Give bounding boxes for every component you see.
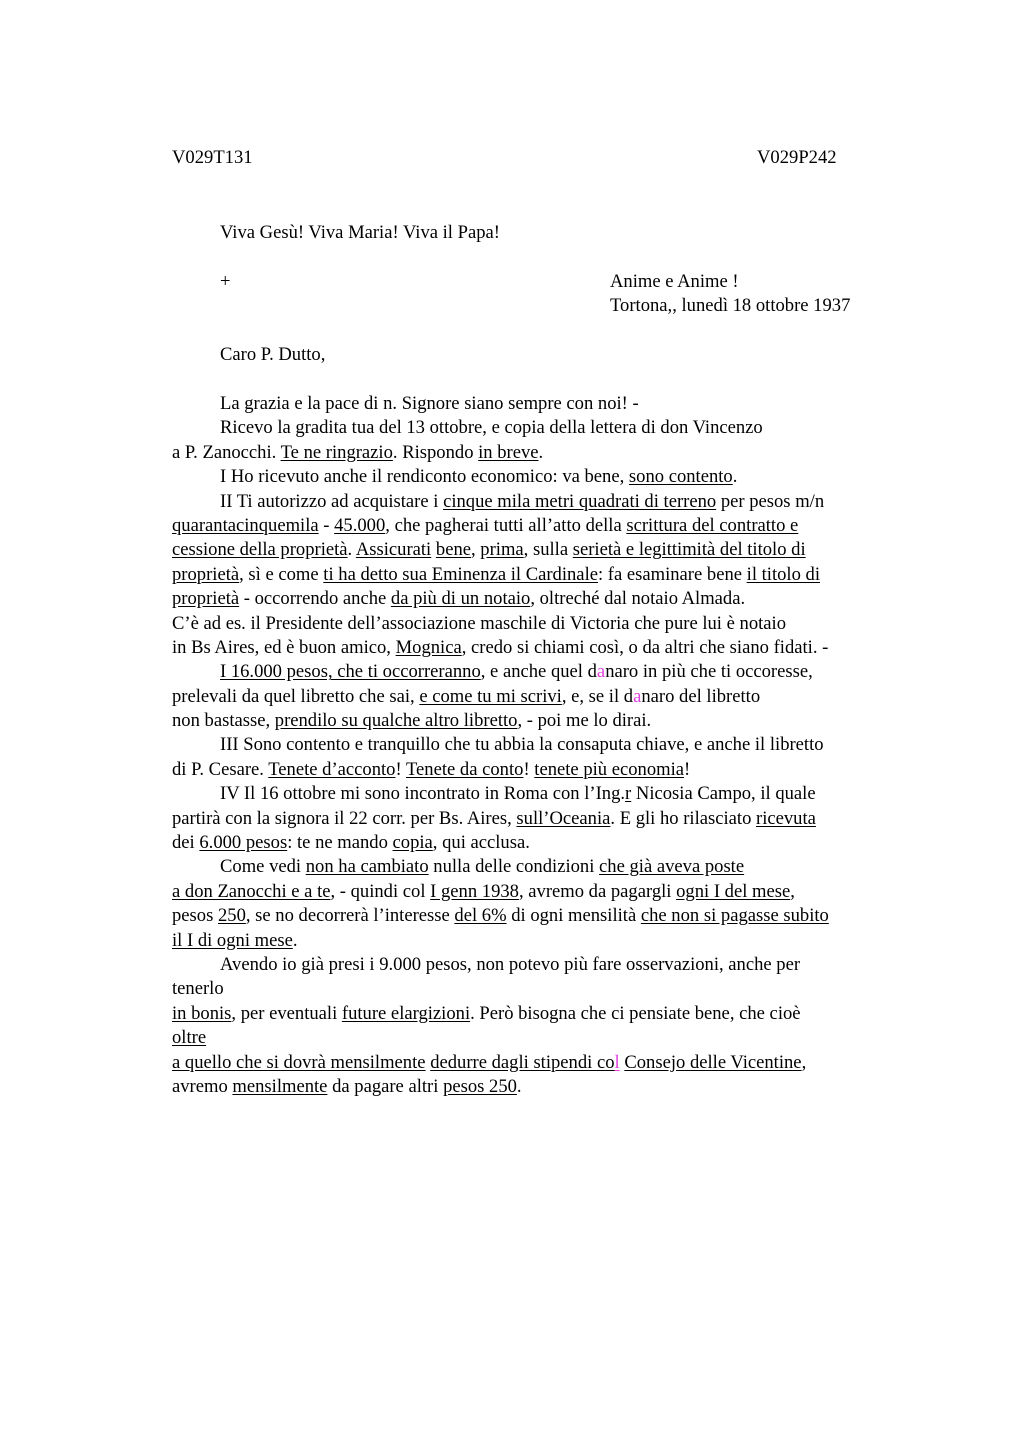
- letter-line: [172, 807, 932, 831]
- text-run: IV Il 16 ottobre mi sono incontrato in Roma con l’Ing.: [220, 783, 626, 805]
- text-run: ,: [801, 1051, 807, 1073]
- underlined-text: mensilmente: [232, 1075, 328, 1097]
- text-run: .: [292, 929, 298, 951]
- text-run: di P. Cesare.: [172, 758, 269, 780]
- text-run: pesos: [172, 905, 218, 927]
- text-run: , credo si chiami così, o da altri che siano fidati. -: [461, 636, 829, 658]
- underlined-text: quarantacinquemila: [172, 514, 319, 536]
- letter-line: [172, 465, 932, 489]
- letter-line: [172, 538, 932, 562]
- underlined-text: prendilo su qualche altro libretto: [274, 710, 518, 732]
- text-run: naro del libretto: [641, 685, 761, 707]
- underlined-text: ricevuta: [756, 807, 816, 829]
- letter-line: [172, 831, 932, 855]
- underlined-text: prima: [480, 539, 524, 561]
- text-run: . Però bisogna che ci pensiate bene, che cioè: [470, 1002, 801, 1024]
- place-date: Tortona,, lunedì 18 ottobre 1937: [610, 295, 851, 317]
- underlined-text: che già aveva poste: [599, 856, 745, 878]
- text-run: ,: [790, 880, 795, 902]
- underlined-text: in breve: [478, 441, 539, 463]
- underlined-text: in bonis: [172, 1002, 232, 1024]
- letter-line: [172, 612, 932, 636]
- underlined-text: cessione della proprietà: [172, 539, 348, 561]
- text-run: .: [732, 466, 738, 488]
- underlined-text: l: [614, 1051, 620, 1073]
- text-run: !: [395, 758, 406, 780]
- motto: Anime e Anime !: [610, 271, 739, 292]
- underlined-text: proprietà: [172, 588, 240, 610]
- underlined-text: e come tu mi scrivi: [419, 685, 562, 707]
- text-run: .: [538, 441, 544, 463]
- text-run: !: [523, 758, 535, 780]
- text-run: per pesos m/n: [716, 490, 825, 512]
- underlined-text: bene: [435, 539, 471, 561]
- place-date-block: [610, 270, 850, 319]
- underlined-text: Tenete d’acconto: [268, 758, 396, 780]
- letter-line: [172, 416, 932, 440]
- underlined-text: non ha cambiato: [305, 856, 429, 878]
- letter-line: [172, 1002, 932, 1026]
- text-run: - occorrendo anche: [239, 588, 391, 610]
- text-run: : te ne mando: [287, 832, 393, 854]
- text-run: in Bs Aires, ed è buon amico,: [172, 636, 396, 658]
- highlighted-text: a: [596, 661, 606, 683]
- underlined-text: cinque mila metri quadrati di terreno: [443, 490, 717, 512]
- text-run: III Sono contento e tranquillo che tu abbia la consaputa chiave, e anche il libretto: [220, 734, 824, 756]
- text-run: I Ho ricevuto anche il rendiconto economico: va bene,: [220, 466, 629, 488]
- underlined-text: Te ne ringrazio: [280, 441, 393, 463]
- letter-line: [172, 392, 932, 416]
- text-run: da pagare altri: [327, 1075, 444, 1097]
- letter-line: [172, 563, 932, 587]
- text-run: .: [347, 539, 356, 561]
- letter-line: [172, 953, 932, 977]
- cross-mark: +: [220, 271, 231, 292]
- letter-line: [172, 1075, 932, 1099]
- text-run: , oltreché dal notaio Almada.: [530, 588, 746, 610]
- letter-line: [172, 855, 932, 879]
- underlined-text: serietà e legittimità del titolo di: [572, 539, 806, 561]
- text-run: tenerlo: [172, 978, 224, 1000]
- underlined-text: il titolo di: [746, 563, 821, 585]
- underlined-text: a quello che si dovrà mensilmente: [172, 1051, 426, 1073]
- text-run: a P. Zanocchi.: [172, 441, 281, 463]
- letter-line: [172, 587, 932, 611]
- text-run: ,: [471, 539, 481, 561]
- underlined-text: che non si pagasse subito: [640, 905, 829, 927]
- underlined-text: ogni I del mese: [676, 880, 791, 902]
- text-run: : fa esaminare bene: [597, 563, 747, 585]
- underlined-text: Assicurati: [355, 539, 432, 561]
- text-run: Avendo io già presi i 9.000 pesos, non potevo più fare osservazioni, anche per: [220, 953, 801, 975]
- underlined-text: 250: [217, 905, 246, 927]
- letter-line: [172, 929, 932, 953]
- text-run: naro in più che ti occoresse,: [605, 661, 813, 683]
- underlined-text: tenete più economia: [534, 758, 685, 780]
- text-run: -: [318, 514, 335, 536]
- underlined-text: a don Zanocchi e a te: [172, 880, 331, 902]
- document-code-right: V029P242: [757, 147, 837, 168]
- letter-line: [172, 685, 932, 709]
- text-run: , avremo da pagargli: [518, 880, 677, 902]
- letter-line: [172, 514, 932, 538]
- underlined-text: da più di un notaio: [390, 588, 531, 610]
- letter-line: [172, 490, 932, 514]
- underlined-text: Tenete da conto: [406, 758, 524, 780]
- underlined-text: Mognica: [395, 636, 462, 658]
- text-run: , - poi me lo dirai.: [517, 710, 652, 732]
- text-run: Come vedi: [220, 856, 306, 878]
- letter-line: [172, 758, 932, 782]
- text-run: avremo: [172, 1075, 233, 1097]
- highlighted-text: a: [633, 685, 642, 707]
- invocation: Viva Gesù! Viva Maria! Viva il Papa!: [220, 222, 500, 243]
- underlined-text: copia: [392, 832, 433, 854]
- underlined-text: del 6%: [454, 905, 507, 927]
- letter-line: [172, 733, 932, 757]
- underlined-text: dedurre dagli stipendi co: [430, 1051, 615, 1073]
- text-run: .: [516, 1075, 522, 1097]
- text-run: , se no decorrerà l’interesse: [245, 905, 455, 927]
- text-run: di ogni mensilità: [506, 905, 641, 927]
- letter-line: [172, 441, 932, 465]
- underlined-text: scrittura del contratto e: [626, 514, 799, 536]
- letter-line: [172, 660, 932, 684]
- underlined-text: pesos 250: [443, 1075, 517, 1097]
- text-run: prelevali da quel libretto che sai,: [172, 685, 420, 707]
- text-run: , qui acclusa.: [432, 832, 530, 854]
- underlined-text: I genn 1938: [430, 880, 519, 902]
- text-run: La grazia e la pace di n. Signore siano sempre con noi! -: [220, 393, 639, 414]
- letter-line: [172, 904, 932, 928]
- text-run: Ricevo la gradita tua del 13 ottobre, e copia della lettera di don Vincenzo: [220, 417, 763, 439]
- letter-line: [172, 709, 932, 733]
- underlined-text: ti ha detto sua Eminenza il Cardinale: [323, 563, 598, 585]
- underlined-text: il I di ogni mese: [172, 929, 293, 951]
- text-run: nulla delle condizioni: [428, 856, 600, 878]
- text-run: II Ti autorizzo ad acquistare i: [220, 490, 444, 512]
- text-run: , sulla: [523, 539, 573, 561]
- text-run: , - quindi col: [330, 880, 431, 902]
- underlined-text: sull’Oceania: [516, 807, 611, 829]
- letter-line: [172, 1051, 932, 1075]
- underlined-text: r: [625, 783, 632, 805]
- greeting: Caro P. Dutto,: [220, 344, 326, 365]
- text-run: !: [684, 758, 691, 780]
- letter-line: [172, 782, 932, 806]
- document-code-left: V029T131: [172, 147, 253, 168]
- underlined-text: proprietà: [172, 563, 240, 585]
- text-run: . Rispondo: [392, 441, 479, 463]
- underlined-text: Consejo delle Vicentine: [624, 1051, 802, 1073]
- letter-line: [172, 1026, 932, 1050]
- letter-line: [172, 636, 932, 660]
- letter-line: [172, 977, 932, 1001]
- text-run: Nicosia Campo, il quale: [631, 783, 816, 805]
- letter-line: [172, 880, 932, 904]
- underlined-text: future elargizioni: [341, 1002, 471, 1024]
- text-run: C’è ad es. il Presidente dell’associazione maschile di Victoria che pure lui è notaio: [172, 612, 786, 634]
- text-run: partirà con la signora il 22 corr. per Bs. Aires,: [172, 807, 517, 829]
- text-run: non bastasse,: [172, 710, 275, 732]
- letter-body: [172, 392, 932, 1099]
- text-run: , sì e come: [239, 563, 324, 585]
- underlined-text: I 16.000 pesos, che ti occorreranno: [220, 661, 481, 683]
- text-run: , per eventuali: [231, 1002, 342, 1024]
- text-run: , e anche quel d: [480, 661, 597, 683]
- underlined-text: sono contento: [628, 466, 733, 488]
- underlined-text: oltre: [172, 1027, 207, 1049]
- underlined-text: 6.000 pesos: [199, 832, 288, 854]
- underlined-text: 45.000: [334, 514, 386, 536]
- text-run: , e, se il d: [561, 685, 634, 707]
- text-run: . E gli ho rilasciato: [610, 807, 757, 829]
- text-run: dei: [172, 832, 200, 854]
- text-run: , che pagherai tutti all’atto della: [385, 514, 627, 536]
